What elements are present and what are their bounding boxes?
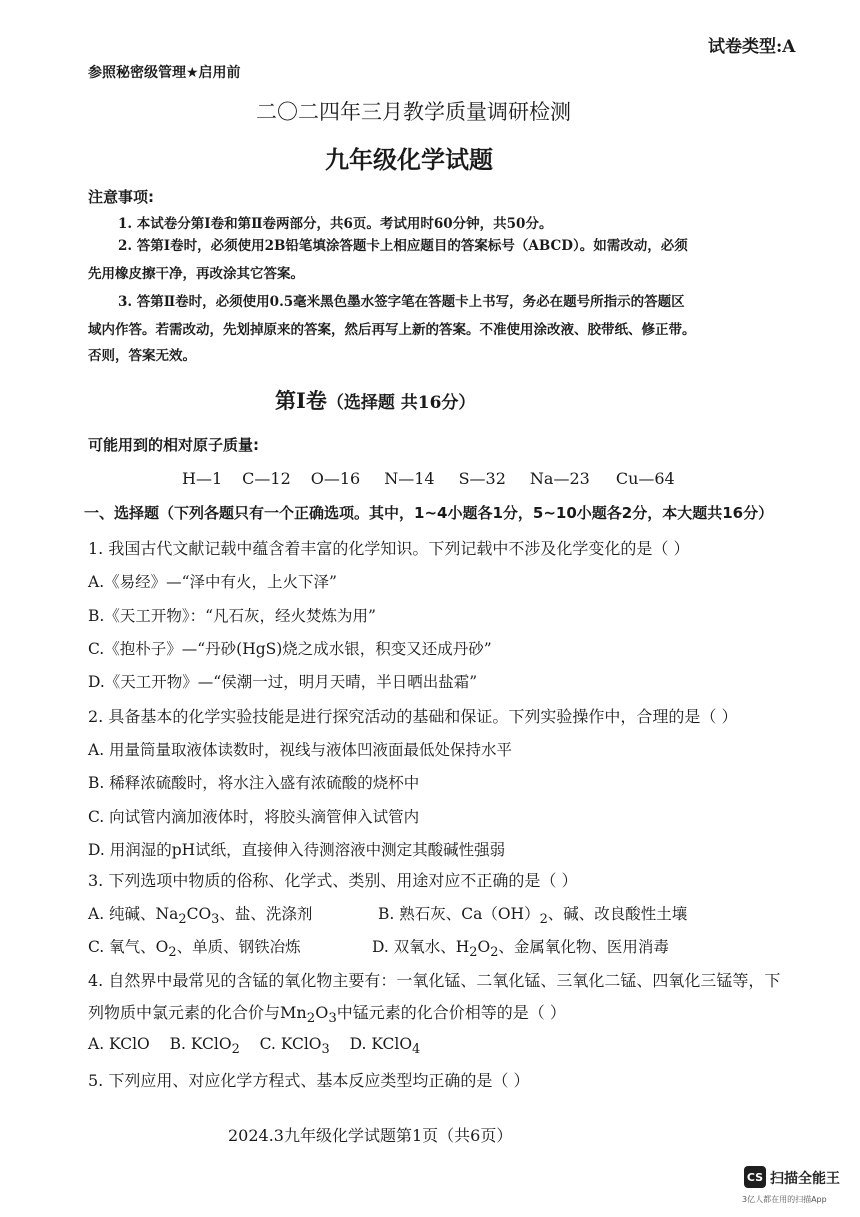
atomic-mass-value: S—32	[458, 469, 506, 488]
atomic-mass-value: N—14	[384, 469, 435, 488]
notes-heading: 注意事项:	[88, 188, 154, 206]
q3-option-d: D. 双氧水、$H_2O_2$、金属氧化物、医用消毒	[372, 938, 669, 961]
q1-option-c: C.《抱朴子》—“丹砂(HgS)烧之成水银，积变又还成丹砂”	[88, 640, 492, 658]
q3-option-c: C. 氧气、$O_2$、单质、钢铁冶炼	[88, 938, 301, 961]
q3-option-a: A. 纯碱、$Na_2CO_3$、盐、洗涤剂	[88, 905, 313, 928]
subject-title: 九年级化学试题	[325, 145, 493, 174]
question-5-stem: 5. 下列应用、对应化学方程式、基本反应类型均正确的是（ ）	[88, 1071, 530, 1090]
q4-option-c: C. KClO$_3$	[259, 1035, 330, 1058]
atomic-mass-value: Cu—64	[615, 469, 675, 488]
question-4-stem: 4. 自然界中最常见的含锰的氧化物主要有：一氧化锰、二氧化锰、三氧化二锰、四氧化三锰等，下	[88, 971, 781, 990]
q4-option-d: D. KClO$_4$	[349, 1035, 421, 1058]
section-title-main: 第Ⅰ卷	[275, 388, 327, 413]
question-1-stem: 1. 我国古代文献记载中蕴含着丰富的化学知识。下列记载中不涉及化学变化的是（ ）	[88, 539, 690, 558]
section-title-sub: （选择题 共16分）	[326, 393, 476, 413]
page-footer: 2024.3九年级化学试题第1页（共6页）	[228, 1126, 513, 1145]
note-line: 3. 答第Ⅱ卷时，必须使用0.5毫米黑色墨水签字笔在答题卡上书写，务必在题号所指示的答题区	[118, 294, 685, 310]
note-line: 2. 答第Ⅰ卷时，必须使用2B铅笔填涂答题卡上相应题目的答案标号（ABCD）。如需改动，必须	[118, 238, 688, 254]
q2-option-d: D. 用润湿的pH试纸，直接伸入待测溶液中测定其酸碱性强弱	[88, 841, 506, 859]
note-line: 域内作答。若需改动，先划掉原来的答案，然后再写上新的答案。不准使用涂改液、胶带纸、修正带。	[88, 322, 696, 338]
atomic-mass-value: C—12	[242, 469, 291, 488]
question-4-stem-cont: 列物质中氯元素的化合价与$Mn_2O_3$中锰元素的化合价相等的是（ ）	[88, 1003, 566, 1027]
q4-options	[88, 1035, 420, 1057]
q4-option-a: A. KClO	[88, 1035, 150, 1053]
part-heading: 一、选择题（下列各题只有一个正确选项。其中，1~4小题各1分，5~10小题各2分，本大题共16分）	[84, 504, 774, 522]
note-line: 1. 本试卷分第Ⅰ卷和第Ⅱ卷两部分，共6页。考试用时60分钟，共50分。	[118, 216, 553, 232]
cs-logo-icon: CS	[744, 1166, 766, 1188]
q1-option-a: A.《易经》—“泽中有火，上火下泽”	[88, 573, 337, 591]
atomic-mass-row	[182, 469, 675, 488]
q1-option-b: B.《天工开物》：“凡石灰，经火焚炼为用”	[88, 607, 376, 625]
confidential-label: 参照秘密级管理★启用前	[88, 65, 241, 81]
exam-title: 二〇二四年三月教学质量调研检测	[256, 100, 571, 124]
atomic-mass-value: O—16	[310, 469, 361, 488]
question-2-stem: 2. 具备基本的化学实验技能是进行探究活动的基础和保证。下列实验操作中，合理的是（ ）	[88, 707, 738, 726]
section-title	[275, 385, 475, 415]
question-3-stem: 3. 下列选项中物质的俗称、化学式、类别、用途对应不正确的是（ ）	[88, 871, 578, 890]
q4-option-b: B. KClO$_2$	[169, 1035, 240, 1058]
note-line: 否则，答案无效。	[88, 348, 196, 364]
paper-type-label: 试卷类型:A	[708, 37, 796, 57]
atomic-mass-value: Na—23	[529, 469, 590, 488]
scanner-logo	[744, 1166, 848, 1212]
atomic-mass-label: 可能用到的相对原子质量:	[88, 436, 259, 454]
q2-option-c: C. 向试管内滴加液体时，将胶头滴管伸入试管内	[88, 808, 420, 826]
scanner-slogan: 3亿人都在用的扫描App	[742, 1195, 827, 1204]
note-line: 先用橡皮擦干净，再改涂其它答案。	[88, 266, 304, 282]
q2-option-b: B. 稀释浓硫酸时，将水注入盛有浓硫酸的烧杯中	[88, 774, 420, 792]
q1-option-d: D.《天工开物》—“侯潮一过，明月天晴，半日晒出盐霜”	[88, 673, 478, 691]
q2-option-a: A. 用量筒量取液体读数时，视线与液体凹液面最低处保持水平	[88, 741, 513, 759]
q3-option-b: B. 熟石灰、$Ca(OH)_2$、碱、改良酸性土壤	[378, 905, 688, 928]
atomic-mass-value: H—1	[182, 469, 223, 488]
scanner-app-name: 扫描全能王	[770, 1171, 840, 1187]
